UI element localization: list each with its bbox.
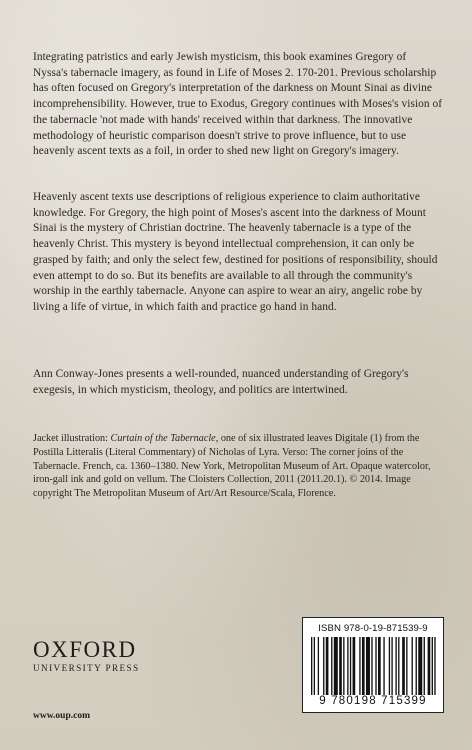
publisher-logo xyxy=(33,638,143,674)
credit-prefix: Jacket illustration: xyxy=(33,433,111,444)
blurb-paragraph-1: Integrating patristics and early Jewish mysticism, this book examines Gregory of Nyssa's tabernacle imagery, as found in Life of Moses 2. 170-201. Previous scholarship has often focused on Gregory's interpretation of the darkness on Mount Sinai as divine incomprehensibility. However, true to Exodus, Gregory continues with Moses's vision of the tabernacle 'not made with hands' received within that darkness. The innovative methodology of heuristic comparison doesn't strive to prove influence, but to use heavenly ascent texts as a foil, in order to shed new light on Gregory's imagery. xyxy=(33,51,443,158)
blurb-paragraph-2: Heavenly ascent texts use descriptions of religious experience to claim authoritative knowledge. For Gregory, the high point of Moses's ascent into the darkness of Mount Sinai is the mystery of Christian doctrine. The heavenly tabernacle is a type of the heavenly Christ. This mystery is beyond intellectual comprehension, it can only be grasped by faith; and only the select few, destined for positions of responsibility, should even attempt to do so. But its benefits are available to all through the community's worship in the earthly tabernacle. Anyone can aspire to wear an airy, angelic robe by living a life of virtue, in which faith and practice go hand in hand. xyxy=(33,191,438,313)
credit-body: , one of six illustrated leaves Digitale (1) from the Postilla Litteralis (Literal Commentary) of Nicholas of Lyra. Verso: The corner joins of the Tabernacle. French, ca. 1360–1380. New York, Metropolitan Museum of Art. Opaque watercolor, iron-gall ink and gold on vellum. The Cloisters Collection, 2011 (2011.20.1). © 2014. Image copyright The Metropolitan Museum of Art/Art Resource/Scala, Florence. xyxy=(33,433,431,500)
publisher-subtitle: UNIVERSITY PRESS xyxy=(33,663,140,673)
jacket-illustration-credit xyxy=(33,432,445,501)
blurb-paragraph-3: Ann Conway-Jones presents a well-rounded, nuanced understanding of Gregory's exegesis, in which mysticism, theology, and politics are intertwined. xyxy=(33,368,409,396)
publisher-name: OXFORD xyxy=(33,637,137,662)
barcode-digits: 9 780198 715399 xyxy=(319,695,427,707)
credit-artwork-title: Curtain of the Tabernacle xyxy=(110,433,216,444)
publisher-website: www.oup.com xyxy=(33,711,91,721)
isbn-label: ISBN 978-0-19-871539-9 xyxy=(318,623,428,634)
isbn-barcode xyxy=(302,617,444,713)
barcode-bars xyxy=(311,637,437,695)
